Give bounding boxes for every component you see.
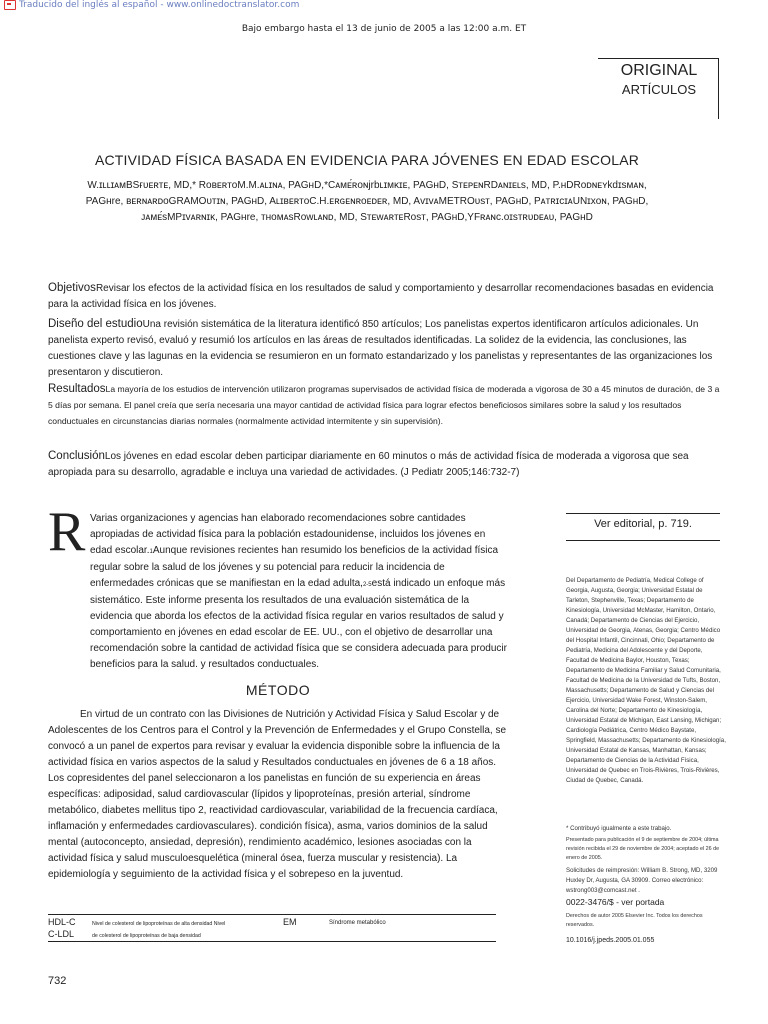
method-paragraph: En virtud de un contrato con las Divisiones de Nutrición y Actividad Física y Salud Escolar y de Adolescentes de los Centros para el Control y la Prevención de Enfermedades y el Grupo Constella, se convocó a un panel de expertos para revisar y evaluar la evidencia disponible sobre la influencia de la actividad física en varios aspectos de la salud y Resultados conductuales en jóvenes de 6 a 18 años. Los copresidentes del panel seleccionaron a los panelistas en función de su experiencia en áreas específicas: adiposidad, salud cardiovascular (lípidos y lipoproteínas, presión arterial, síndrome metabólico, diabetes mellitus tipo 2, reactividad cardiovascular, variabilidad de la frecuencia cardíaca, inflamación y enfermedades cardiovasculares). condición física), asma, varios dominios de la salud mental (autoconcepto, ansiedad, depresión), rendimiento académico, lesiones asociadas con la actividad física y salud musculoesquelética (mineral ósea, fuerza muscular y resistencia). La epidemiología y seguimiento de la actividad física y el sobrepeso en la juventud. <box>48 709 507 880</box>
abbr-definition: Nivel de colesterol de lipoproteínas de alta densidad Nivel <box>92 921 226 927</box>
author-line: ᴊᴀᴍᴇ́sMPɪᴠᴀʀɴɪᴋ, PAGʜre, ᴛʜᴏᴍᴀsRᴏᴡʟᴀɴᴅ, MD, SᴛᴇᴡᴀʀᴛᴇRᴏsᴛ, PAGʜD,YFʀᴀɴᴄ.ᴏɪsᴛʀᴜᴅᴇᴀᴜ, PAGʜD <box>141 212 593 223</box>
section-label-original: ORIGINAL <box>620 62 698 79</box>
article-title: ACTIVIDAD FÍSICA BASADA EN EVIDENCIA PARA JÓVENES EN EDAD ESCOLAR <box>94 152 640 168</box>
abstract-text: Revisar los efectos de la actividad física en los resultados de salud y comportamiento y desarrollar recomendaciones basadas en evidencia para la actividad física en los jóvenes. <box>48 283 714 310</box>
intro-paragraph <box>90 511 510 673</box>
doi-link[interactable]: 10.1016/j.jpeds.2005.01.055 <box>566 937 655 944</box>
abstract-conclusion <box>48 448 724 481</box>
abstract-objectives <box>48 280 724 313</box>
abbr-rule-bottom <box>48 941 496 942</box>
issn: 0022-3476/$ - ver portada <box>566 897 665 907</box>
abstract-text: Una revisión sistemática de la literatura identificó 850 artículos; Los panelistas expertos identificaron artículos adicionales. Un panelista experto revisó, evaluó y resumió los artículos en las áreas de resultados identificadas. La solidez de la evidencia, las conclusiones, las cuestiones clave y las lagunas en la evidencia se resumieron en un formato estandarizado y los panelistas y representantes de las organizaciones los presentaron y discutieron. <box>48 319 713 378</box>
abstract-label: Resultados <box>48 383 106 395</box>
abstract-label: Objetivos <box>48 282 96 294</box>
abstract-design <box>48 316 724 381</box>
translator-link[interactable]: Traducido del inglés al español - www.onlinedoctranslator.com <box>19 0 300 10</box>
embargo-notice: Bajo embargo hasta el 13 de junio de 2005 a las 12:00 a.m. ET <box>241 24 527 34</box>
section-label-articulos: ARTÍCULOS <box>621 82 697 97</box>
intro-text: está indicado un enfoque más sistemático. Este informe presenta los resultados de una evaluación sistemática de la evidencia que aborda los efectos de la actividad física regular en varios resultados de salud y comportamiento en jóvenes en edad escolar de EE. UU., con el objetivo de desarrollar una recomendación sobre la cantidad de actividad física que se considera adecuada para producir beneficios para la salud. y resultados conductuales. <box>90 578 507 670</box>
drop-cap: R <box>48 501 86 563</box>
translator-banner[interactable] <box>4 0 299 10</box>
intro-text: Varias organizaciones y agencias han elaborado recomendaciones sobre cantidades apropiadas de actividad física para la población estadounidense, incluidos los jóvenes en edad escolar. <box>90 513 486 556</box>
author-list <box>60 178 674 226</box>
editorial-link[interactable]: Ver editorial, p. 719. <box>594 518 692 530</box>
abstract-results <box>48 381 724 429</box>
contribution-note: * Contribuyó igualmente a este trabajo. <box>566 825 672 832</box>
page-number: 732 <box>48 975 67 987</box>
abstract-label: Conclusión <box>48 450 105 462</box>
section-heading-method: MÉTODO <box>245 682 311 698</box>
citation: 2-5 <box>362 582 372 588</box>
author-line: W.ɪʟʟɪᴀᴍBSғᴜᴇʀᴛᴇ, MD,* RᴏʙᴇʀᴛᴏM.M.ᴀʟɪɴᴀ, PAGʜD,*Cᴀᴍᴇ́ʀᴏɴjrbʟɪᴍᴋɪᴇ, PAGʜD, SᴛᴇᴘᴇɴRDᴀɴɪᴇʟs, MD, P.ʜDRᴏᴅɴᴇʏkdɪsᴍᴀɴ, <box>87 180 647 191</box>
abbr-rule-top <box>48 914 496 915</box>
abstract-label: Diseño del estudio <box>48 318 143 330</box>
affiliations: Del Departamento de Pediatría, Medical College of Georgia, Augusta, Georgia; Universidad Estatal de Tarleton, Stephenville, Texas; Departamento de Kinesiología, Universidad McMaster, Hamilton, Ontario, Canadá; Departamento de Ciencias del Ejercicio, Universidad de Georgia, Atenas, Georgia; Centro Médico del Hospital Infantil, Cincinnati, Ohio; Departamento de Pediatría, Medicina del Adolescente y del Deporte, Facultad de Medicina Baylor, Houston, Texas; Departamento de Medicina Familiar y Salud Comunitaria, Facultad de Medicina de la Universidad de Tufts, Boston, Massachusetts; Departamento de Salud y Ciencias del Ejercicio, Universidad Wake Forest, Winston-Salem, Carolina del Norte; Departamento de Kinesiología, Universidad Estatal de Michigan, East Lansing, Michigan; Cardiología Pediátrica, Centro Médico Baystate, Springfield, Massachusetts; Departamento de Kinesiología, Universidad Estatal de Kansas, Manhattan, Kansas; Departamento de Ciencias de la Actividad Física, Universidad de Quebec en Trois-Rivières, Trois-Rivières, Ciudad de Quebec, Canadá. <box>566 577 726 784</box>
abbr-key: HDL-C <box>48 917 76 927</box>
reprint-requests: Solicitudes de reimpresión: William B. Strong, MD, 3209 Huxley Dr, Augusta, GA 30909. Correo electrónico: wstrong003@comcast.net . <box>566 867 718 894</box>
copyright: Derechos de autor 2005 Elsevier Inc. Todos los derechos reservados. <box>566 913 703 928</box>
abbr-key: EM <box>283 917 297 927</box>
citation: 1 <box>149 549 153 555</box>
abbr-definition: de colesterol de lipoproteínas de baja densidad <box>92 933 201 939</box>
translator-icon <box>4 0 16 10</box>
abbr-definition: Síndrome metabólico <box>329 920 386 926</box>
intro-text: Aunque revisiones recientes han resumido los beneficios de la actividad física regular sobre la salud de los jóvenes y su potencial para reducir la incidencia de enfermedades crónicas que se manifiestan en la edad adulta, <box>90 545 499 589</box>
abbr-key: C-LDL <box>48 929 75 939</box>
submission-dates: Presentado para publicación el 9 de septiembre de 2004; última revisión recibida el 29 de noviembre de 2004; aceptado el 26 de enero de 2005. <box>566 837 720 861</box>
abstract-text: Los jóvenes en edad escolar deben participar diariamente en 60 minutos o más de actividad física de moderada a vigorosa que sea apropiada para su desarrollo, agradable e incluya una variedad de actividades. (J Pediatr 2005;146:732-7) <box>48 451 689 478</box>
abstract-text: La mayoría de los estudios de intervención utilizaron programas supervisados de actividad física de moderada a vigorosa de 30 a 45 minutos de duración, de 3 a 5 días por semana. El panel creía que sería necesaria una mayor cantidad de actividad física para lograr efectos beneficiosos similares sobre la salud y los resultados conductuales en circunstancias diarias normales (normalmente actividad intermitente y sin supervisión). <box>48 384 720 426</box>
author-line: PAGʜre, ʙᴇʀɴᴀʀᴅᴏGRAMOᴜᴛɪɴ, PAGʜD, AʟɪʙᴇʀᴛᴏC.H.ᴇʀɢᴇɴʀᴏᴇᴅᴇʀ, MD, AᴠɪᴠᴀMETROᴜsᴛ, PAGʜD, PᴀᴛʀɪᴄɪᴀUNɪxᴏɴ, PAGʜD, <box>85 196 649 207</box>
